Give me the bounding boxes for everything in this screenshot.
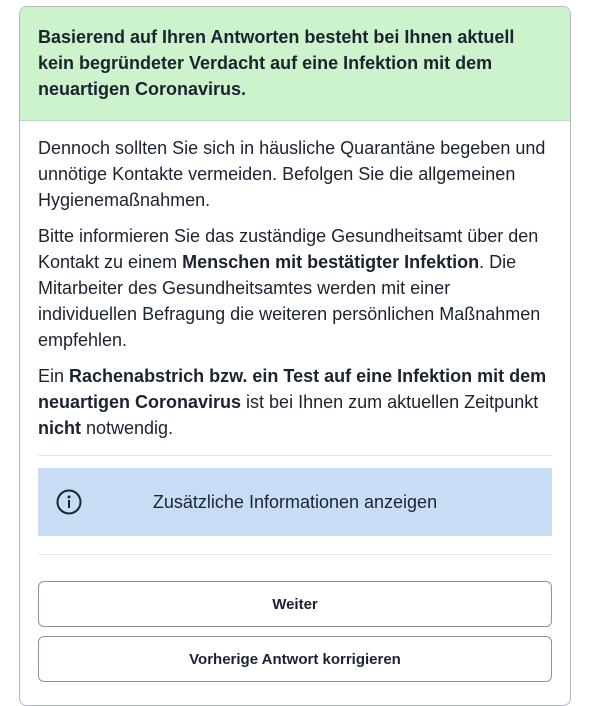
test-text-c: ist bei Ihnen zum aktuellen Zeitpunkt [241,392,539,412]
health-office-text-a: Bitte informieren Sie das zuständige Gesundheitsamt über den Kontakt zu einem [38,226,539,272]
correct-previous-answer-button[interactable]: Vorherige Antwort korrigieren [38,636,552,682]
result-card [19,6,571,706]
additional-info-label: Zusätzliche Informationen anzeigen [152,491,438,512]
quarantine-advice: Dennoch sollten Sie sich in häusliche Quarantäne begeben und unnötige Kontakte vermeiden. Befolgen Sie die allgemeinen Hygienemaßnahmen. [38,138,546,210]
not-emphasis: nicht [38,418,81,438]
result-body [20,121,570,682]
test-text-a: Ein [38,366,70,386]
test-text-e: notwendig. [81,418,174,438]
divider [38,455,552,456]
result-headline: Basierend auf Ihren Antworten besteht bei Ihnen aktuell kein begründeter Verdacht auf eine Infektion mit dem neuartigen Coronavirus. [20,7,570,121]
additional-info-toggle[interactable] [38,468,552,536]
health-office-advice [38,223,552,353]
test-advice [38,363,552,441]
test-emphasis: Rachenabstrich bzw. ein Test auf eine Infektion mit dem neuartigen Coronavirus [38,366,547,412]
next-button[interactable]: Weiter [38,581,552,627]
health-office-text-c: . Die Mitarbeiter des Gesundheitsamtes werden mit einer individuellen Befragung die weiteren persönlichen Maßnahmen empfehlen. [38,252,541,350]
divider [38,554,552,555]
confirmed-infection-emphasis: Menschen mit bestätigter Infektion [182,252,480,272]
info-icon [56,489,82,515]
